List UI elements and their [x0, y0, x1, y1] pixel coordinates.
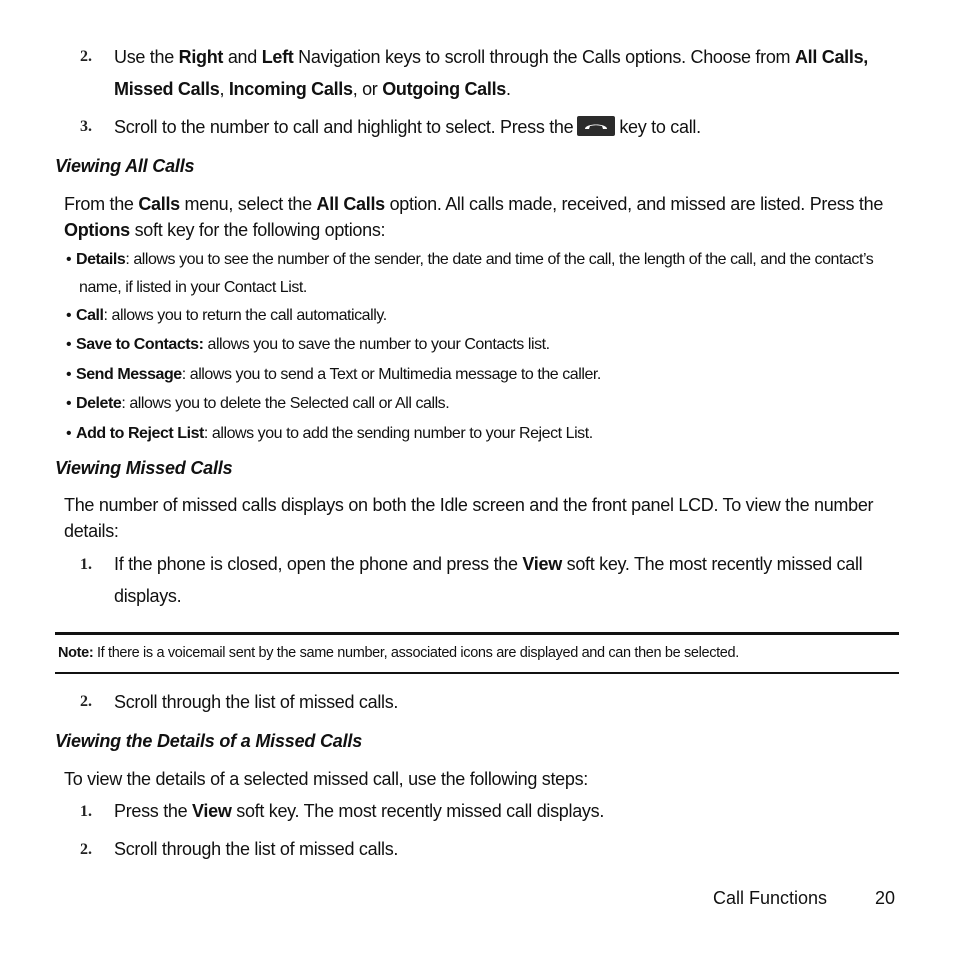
step-number: 3. [80, 118, 92, 135]
note-top-rule [55, 632, 899, 635]
step-text: Scroll through the list of missed calls. [114, 839, 399, 859]
footer-chapter: Call Functions [713, 888, 828, 908]
step-text: If the phone is closed, open the phone and press the View soft key. The most recently missed call displays. [114, 554, 863, 606]
page-number: 20 [875, 888, 896, 908]
section-heading: Viewing All Calls [55, 156, 195, 176]
list-item: • Details: allows you to see the number of the sender, the date and time of the call, the length of the call, and the contact’s name, if listed in your Contact List. [66, 251, 874, 296]
step-text: Use the Right and Left Navigation keys to scroll through the Calls options. Choose from All Calls, Missed Calls, Incoming Calls, or Outgoing Calls. [114, 47, 868, 99]
step-number: 1. [80, 803, 92, 820]
step-number: 2. [80, 693, 92, 710]
section-intro: The number of missed calls displays on both the Idle screen and the front panel LCD. To view the number details: [64, 495, 874, 541]
section-intro: To view the details of a selected missed call, use the following steps: [64, 769, 588, 789]
step-text: Scroll to the number to call and highlight to select. Press the key to call. [114, 117, 701, 137]
step-text: Press the View soft key. The most recently missed call displays. [114, 801, 605, 821]
call-send-key-icon [577, 116, 615, 136]
list-item: • Send Message: allows you to send a Text or Multimedia message to the caller. [66, 366, 601, 383]
list-item: • Delete: allows you to delete the Selected call or All calls. [66, 395, 450, 412]
list-item: • Call: allows you to return the call automatically. [66, 307, 387, 324]
section-heading: Viewing the Details of a Missed Calls [55, 731, 363, 751]
section-intro: From the Calls menu, select the All Calls option. All calls made, received, and missed are listed. Press the Options soft key for the following options: [64, 194, 884, 240]
step-number: 1. [80, 556, 92, 573]
list-item: • Save to Contacts: allows you to save the number to your Contacts list. [66, 336, 550, 353]
section-heading: Viewing Missed Calls [55, 458, 233, 478]
note-bottom-rule [55, 672, 899, 674]
step-number: 2. [80, 841, 92, 858]
step-text: Scroll through the list of missed calls. [114, 692, 399, 712]
step-number: 2. [80, 48, 92, 65]
note: Note: If there is a voicemail sent by the same number, associated icons are displayed and can then be selected. [58, 645, 739, 661]
list-item: • Add to Reject List: allows you to add the sending number to your Reject List. [66, 425, 593, 442]
